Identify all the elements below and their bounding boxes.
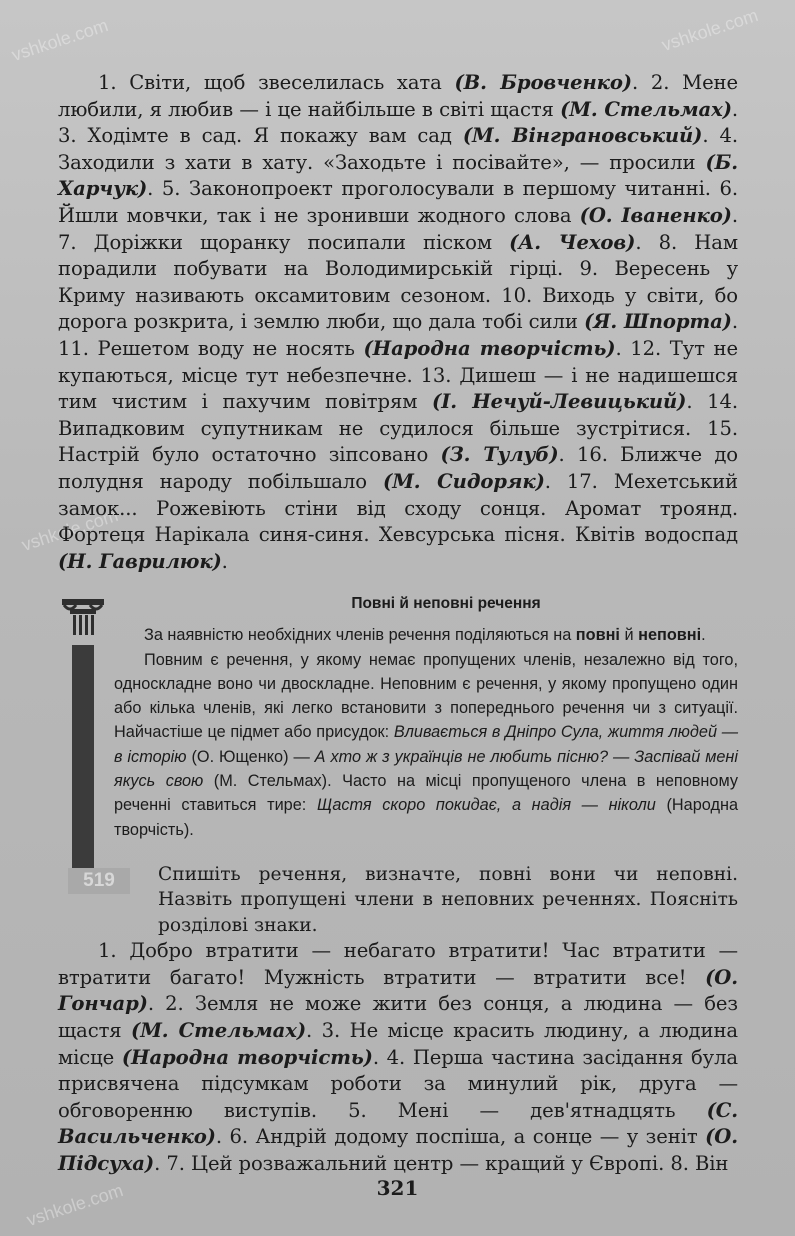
text-run: . 7. Цей розважальний центр — кращий у Європі. 8. Він: [154, 1151, 729, 1175]
rule-paragraph-1: [114, 623, 738, 647]
column-capital-icon: [60, 595, 106, 635]
citation-source: (З. Тулуб): [440, 443, 559, 467]
text-run: Повним є речення, у якому немає пропущених членів, незалежно від того, односкладне воно чи двоскладне. Неповним є речення, у якому пропущено один або кілька членів, які легко встановити з попереднього речення чи з ситуації. Найчастіше це підмет або присудок:: [114, 650, 738, 742]
citation-source: (С. Васильченко): [58, 1098, 738, 1149]
citation-source: (Народна творчість): [121, 1045, 373, 1069]
example-text: Вливається в Дніпро Сула, життя людей — в історію: [114, 723, 738, 766]
rule-body: [114, 623, 738, 842]
citation-source: (М. Сидоряк): [383, 469, 545, 493]
citation-source: (Б. Харчук): [58, 150, 738, 201]
citation-source: (Н. Гаврилюк): [58, 549, 222, 573]
text-run: За наявністю необхідних членів речення поділяються на: [144, 626, 576, 645]
text-run: . 2. Мене любили, я любив — і це найбільше в світі щастя: [58, 71, 739, 121]
text-run: . 8. Нам порадили побувати на Володимирській гірці. 9. Вересень у Криму називають оксамитовим сезоном. 10. Виходь у світи, бо дорога розкрита, і землю люби, що дала тобі сили: [58, 230, 738, 334]
text-run: . 14. Випадковим супутникам не судилося більше зустрітися. 15. Настрій було остаточно зіпсовано: [58, 390, 738, 467]
rule-sidebar-bar: [72, 645, 94, 883]
watermark: vshkole.com: [19, 505, 121, 555]
page-content: [58, 70, 738, 1178]
citation-source: (О. Підсуха): [58, 1125, 738, 1175]
text-run: . 16. Ближче до полудня народу побільшало: [58, 443, 738, 493]
bold-term: неповні: [638, 626, 702, 645]
watermark: vshkole.com: [659, 5, 761, 55]
exercise-519-task: Спишіть речення, визначте, повні вони чи неповні. Назвіть пропущені члени в неповних реченнях. Поясніть розділові знаки.: [158, 863, 738, 936]
text-run: . 3. Не місце красить людину, а людина місце: [58, 1018, 739, 1069]
text-run: . 2. Земля не може жити без сонця, а людина — без щастя: [58, 992, 738, 1042]
citation-source: (О. Іваненко): [579, 203, 732, 227]
rule-title: Повні й неповні речення: [351, 595, 541, 613]
text-run: (О. Ющенко) —: [186, 747, 315, 766]
watermark: vshkole.com: [9, 15, 111, 65]
text-run: . 3. Ходімте в сад. Я покажу вам сад: [58, 97, 739, 148]
text-run: . 6. Андрій додому поспіша, а сонце — у зеніт: [215, 1125, 706, 1149]
text-run: . 17. Мехетський замок... Рожевіють стіни від сходу сонця. Аромат троянд. Фортеця Нарікала синя-синя. Хевсурська пісня. Квітів водоспад: [58, 469, 739, 547]
citation-source: (А. Чехов): [509, 230, 636, 254]
citation-source: (М. Вінграновський): [462, 124, 703, 148]
text-run: .: [221, 549, 228, 573]
citation-source: (Я. Шпорта): [584, 310, 732, 334]
citation-source: (М. Стельмах): [560, 97, 732, 121]
text-run: . 12. Тут не купаються, місце тут небезпечне. 13. Дишеш — і не надишешся тим чистим і пахучим повітрям: [58, 336, 739, 414]
text-run: . 7. Доріжки щоранку посипали піском: [58, 203, 738, 254]
bold-term: повні: [575, 626, 620, 645]
text-run: 1. Добро втратити — небагато втратити! Час втратити — втратити багато! Мужність втратити — втратити все!: [58, 939, 738, 989]
exercise-519-text: [58, 938, 738, 1177]
rule-paragraph-2: [114, 648, 738, 842]
text-run: .: [701, 626, 706, 645]
citation-source: (Народна творчість): [363, 336, 616, 360]
text-run: . 5. Законопроект проголосували в першому читанні. 6. Йшли мовчки, так і не зронивши жодного слова: [58, 177, 738, 227]
example-text: А хто ж з українців не любить пісню? — Заспівай мені якусь свою: [114, 747, 738, 791]
citation-source: (В. Бровченко): [454, 71, 632, 94]
text-run: . 4. Перша частина засідання була присвячена підсумкам роботи за минулий рік, друга — обговоренню виступів. 5. Мені — дев'ятнадцять: [58, 1045, 738, 1122]
text-run: . 4. Заходили з хати в хату. «Заходьте і посівайте», — просили: [58, 124, 738, 174]
citation-source: (М. Стельмах): [131, 1018, 307, 1042]
exercise-number-badge: 519: [68, 868, 130, 894]
text-run: (М. Стельмах). Часто на місці пропущеного члена в неповному реченні ставиться тире:: [114, 772, 738, 815]
rule-block: [58, 595, 738, 842]
watermark: vshkole.com: [24, 1180, 126, 1230]
page-number: 321: [376, 1176, 419, 1200]
text-run: . 11. Решетом воду не носять: [58, 310, 738, 360]
text-run: (Народна творчість).: [114, 796, 738, 839]
citation-source: (І. Нечуй-Левицький): [432, 390, 687, 414]
exercise-518-text: [58, 70, 738, 575]
exercise-519: [58, 862, 738, 1178]
example-text: Щастя скоро покидає, а надія — ніколи: [316, 796, 656, 815]
text-run: 1. Світи, щоб звеселилась хата: [98, 71, 455, 94]
text-run: й: [619, 626, 639, 645]
citation-source: (О. Гончар): [58, 965, 738, 1016]
